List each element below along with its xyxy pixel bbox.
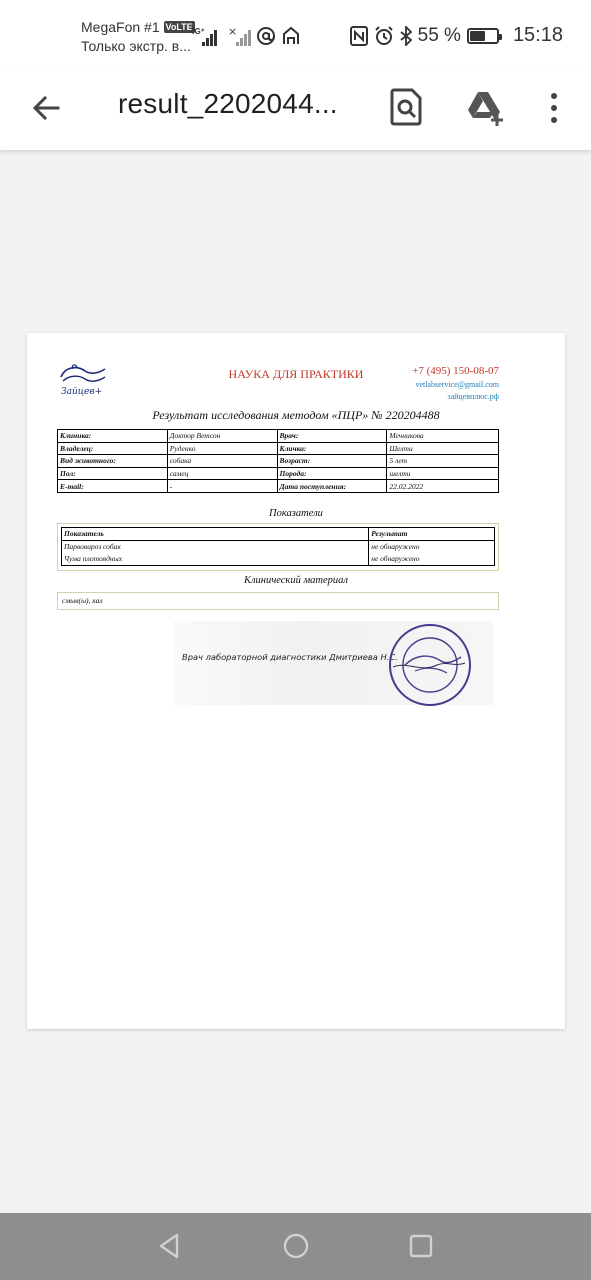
info-value: самец — [167, 467, 277, 480]
indicator-row — [62, 553, 495, 566]
indicators-table — [61, 527, 495, 566]
signal-no-sim-icon — [228, 26, 252, 48]
find-in-doc-icon[interactable] — [390, 88, 424, 126]
lab-name: НАУКА ДЛЯ ПРАКТИКИ — [228, 367, 364, 381]
info-value: - — [167, 480, 277, 493]
info-value: Доктор Ветсон — [167, 430, 277, 443]
signature-line: Врач лабораторной диагностики Дмитриева Н.С. — [182, 652, 398, 662]
info-key: Врач: — [277, 430, 387, 443]
battery-percent: 55 % — [417, 24, 461, 46]
alarm-icon — [374, 26, 394, 46]
indicator-name: Парвовироз собак — [62, 540, 369, 553]
carrier-sub-label: Только экстр. в... — [81, 38, 191, 54]
info-row — [58, 442, 499, 455]
clock: 15:18 — [512, 24, 563, 46]
lab-site: зайцевплюс.рф — [447, 392, 499, 401]
lab-email: vetlabservice@gmail.com — [415, 380, 499, 389]
info-value: Шелти — [387, 442, 499, 455]
battery-fill — [470, 31, 485, 41]
nav-home-icon[interactable] — [281, 1231, 311, 1261]
info-key: Владелец: — [58, 442, 168, 455]
indicator-name: Чума плотоядных — [62, 553, 369, 566]
info-key: Возраст: — [277, 455, 387, 468]
carrier-label: MegaFon #1 — [81, 19, 160, 35]
volte-badge: VoLTE — [165, 22, 193, 32]
info-value: Руденко — [167, 442, 277, 455]
info-value: шелти — [387, 467, 499, 480]
info-value: собака — [167, 455, 277, 468]
info-row — [58, 467, 499, 480]
navigation-bar — [0, 1213, 591, 1280]
document-title: result_2202044... — [118, 88, 338, 119]
result-column-header: Результат — [369, 528, 495, 541]
info-key: Порода: — [277, 467, 387, 480]
material-title: Клинический материал — [243, 575, 348, 586]
bluetooth-icon — [400, 26, 412, 46]
svg-text:4G⁺: 4G⁺ — [190, 27, 205, 36]
back-arrow-icon[interactable] — [28, 90, 64, 126]
result-title: Результат исследования методом «ПЦР» № 220204488 — [152, 408, 440, 422]
status-right — [350, 24, 563, 47]
document-page[interactable] — [27, 333, 565, 1029]
indicator-column-header: Показатель — [62, 528, 369, 541]
lab-phone: +7 (495) 150-08-07 — [412, 365, 499, 377]
nfc-icon — [350, 26, 368, 46]
at-icon — [256, 26, 276, 46]
indicator-row — [62, 540, 495, 553]
info-value: 22.02.2022 — [387, 480, 499, 493]
material-value: смыв(ы), кал — [57, 592, 499, 610]
info-row — [58, 455, 499, 468]
info-key: Вид животного: — [58, 455, 168, 468]
svg-text:×: × — [228, 26, 238, 38]
info-key: Пол: — [58, 467, 168, 480]
battery-icon — [467, 28, 499, 44]
info-value: Мечникова — [387, 430, 499, 443]
indicators-title: Показатели — [269, 508, 323, 519]
info-row — [58, 480, 499, 493]
app-bar — [0, 70, 591, 150]
lab-stamp-icon — [385, 621, 475, 707]
indicators-header-row — [62, 528, 495, 541]
indicator-result: не обнаружено — [369, 553, 495, 566]
info-row — [58, 430, 499, 443]
svg-text:Зайцев+: Зайцев+ — [61, 387, 103, 397]
nav-back-icon[interactable] — [155, 1231, 185, 1261]
status-bar — [0, 0, 591, 70]
home-icon — [282, 26, 300, 46]
add-to-drive-icon[interactable] — [466, 88, 506, 126]
info-key: E-mail: — [58, 480, 168, 493]
info-value: 5 лет — [387, 455, 499, 468]
info-key: Кличка: — [277, 442, 387, 455]
indicator-result: не обнаружено — [369, 540, 495, 553]
indicators-box — [57, 523, 499, 571]
info-key: Дата поступления: — [277, 480, 387, 493]
nav-recents-icon[interactable] — [406, 1231, 436, 1261]
carrier-name — [81, 18, 195, 36]
more-vert-icon[interactable] — [544, 88, 564, 128]
signal-4g-icon — [190, 26, 222, 48]
patient-info-table — [57, 429, 499, 493]
info-key: Клиника: — [58, 430, 168, 443]
